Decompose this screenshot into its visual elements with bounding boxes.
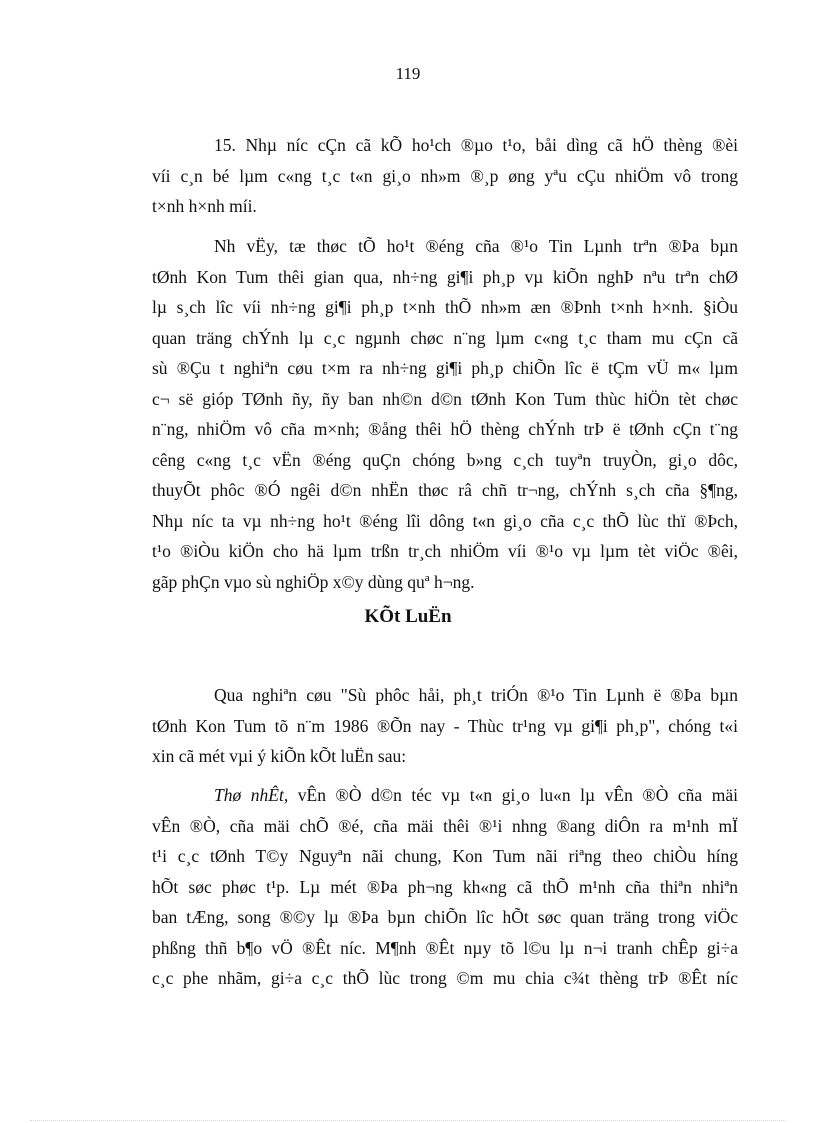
conclusion-heading: KÕt LuËn: [364, 606, 452, 627]
text-line: [152, 780, 738, 811]
text-line: vÊn ®Ò, cña mäi chÕ ®é, cña mäi thêi ®¹i nhng ®ang diÔn ra m¹nh mÏ: [152, 815, 738, 836]
text-line: quan träng chÝnh lµ c¸c ngµnh chøc n¨ng lµm c«ng t¸c tham mu cÇn cã: [152, 327, 738, 348]
text-line: xin cã mét vµi ý kiÕn kÕt luËn sau:: [152, 746, 407, 766]
page-bottom-divider: [30, 1120, 786, 1121]
text-line: c¸c phe nhãm, gi÷a c¸c thÕ lùc trong ©m mu chia c¾t thèng trÞ ®Êt níc: [152, 968, 738, 988]
first-point-text: vÊn ®Ò d©n téc vµ t«n gi¸o lu«n lµ vÊn ®Ò cña mäi: [288, 785, 738, 805]
paragraph-first-point: [152, 780, 738, 994]
text-line: t¹o ®iÒu kiÖn cho hä lµm trßn tr¸ch nhiÖm víi ®¹o vµ lµm tèt viÖc ®êi,: [152, 541, 738, 561]
text-line: lµ s¸ch lîc víi nh÷ng gi¶i ph¸p t×nh thÕ nh»m æn ®Þnh t×nh h×nh. §iÒu: [152, 297, 738, 317]
text-line: Qua nghiªn cøu "Sù phôc håi, ph¸t triÓn ®¹o Tin Lµnh ë ®Þa bµn: [214, 685, 738, 705]
page-number: 119: [395, 64, 421, 83]
text-line: thuyÕt phôc ®Ó ngêi d©n nhËn thøc râ chñ tr¬ng, chÝnh s¸ch cña §¶ng,: [152, 480, 738, 500]
paragraph-intro: [152, 680, 738, 772]
text-line: Nh vËy, tæ thøc tÕ ho¹t ®éng cña ®¹o Tin Lµnh trªn ®Þa bµn: [214, 236, 738, 256]
paragraph-summary: [152, 231, 738, 597]
text-line: ban tÆng, song ®©y lµ ®Þa bµn chiÕn lîc hÕt søc quan träng trong viÖc: [152, 907, 738, 927]
text-line: t×nh h×nh míi.: [152, 196, 257, 216]
text-line: tØnh Kon Tum tõ n¨m 1986 ®Õn nay - Thùc tr¹ng vµ gi¶i ph¸p", chóng t«i: [152, 715, 738, 736]
text-line: Nhµ níc ta vµ nh÷ng ho¹t ®éng lîi dông t«n gi¸o cña c¸c thÕ lùc thï ®Þch,: [152, 510, 738, 531]
text-line: gãp phÇn vµo sù nghiÖp x©y dùng quª h¬ng.: [152, 571, 475, 592]
text-line: n¨ng, nhiÖm vô cña m×nh; ®ång thêi hÖ thèng chÝnh trÞ ë tØnh cÇn t¨ng: [152, 419, 738, 439]
text-line: t¹i c¸c tØnh T©y Nguyªn nãi chung, Kon Tum nãi riªng theo chiÒu híng: [152, 846, 738, 866]
text-line: 15. Nhµ níc cÇn cã kÕ ho¹ch ®µo t¹o, båi dìng cã hÖ thèng ®èi: [214, 135, 738, 155]
paragraph-15: [152, 130, 738, 222]
text-line: tØnh Kon Tum thêi gian qua, nh÷ng gi¶i ph¸p vµ kiÕn nghÞ nªu trªn chØ: [152, 266, 738, 287]
first-point-lead: Thø nhÊt,: [214, 785, 289, 805]
text-line: hÕt søc phøc t¹p. Lµ mét ®Þa ph¬ng kh«ng cã thÕ m¹nh cña thiªn nhiªn: [152, 876, 738, 897]
text-line: cêng c«ng t¸c vËn ®éng quÇn chóng b»ng c¸ch tuyªn truyÒn, gi¸o dôc,: [152, 449, 738, 470]
text-line: víi c¸n bé lµm c«ng t¸c t«n gi¸o nh»m ®¸p øng yªu cÇu nhiÖm vô trong: [152, 165, 738, 186]
text-line: c¬ së gióp TØnh ñy, ñy ban nh©n d©n tØnh Kon Tum thùc hiÖn tèt chøc: [152, 388, 738, 409]
text-line: sù ®Çu t nghiªn cøu t×m ra nh÷ng gi¶i ph¸p chiÕn lîc ë tÇm vÜ m« lµm: [152, 358, 738, 378]
text-line: phßng thñ b¶o vÖ ®Êt níc. M¶nh ®Êt nµy tõ l©u lµ n¬i tranh chÊp gi÷a: [152, 937, 738, 958]
